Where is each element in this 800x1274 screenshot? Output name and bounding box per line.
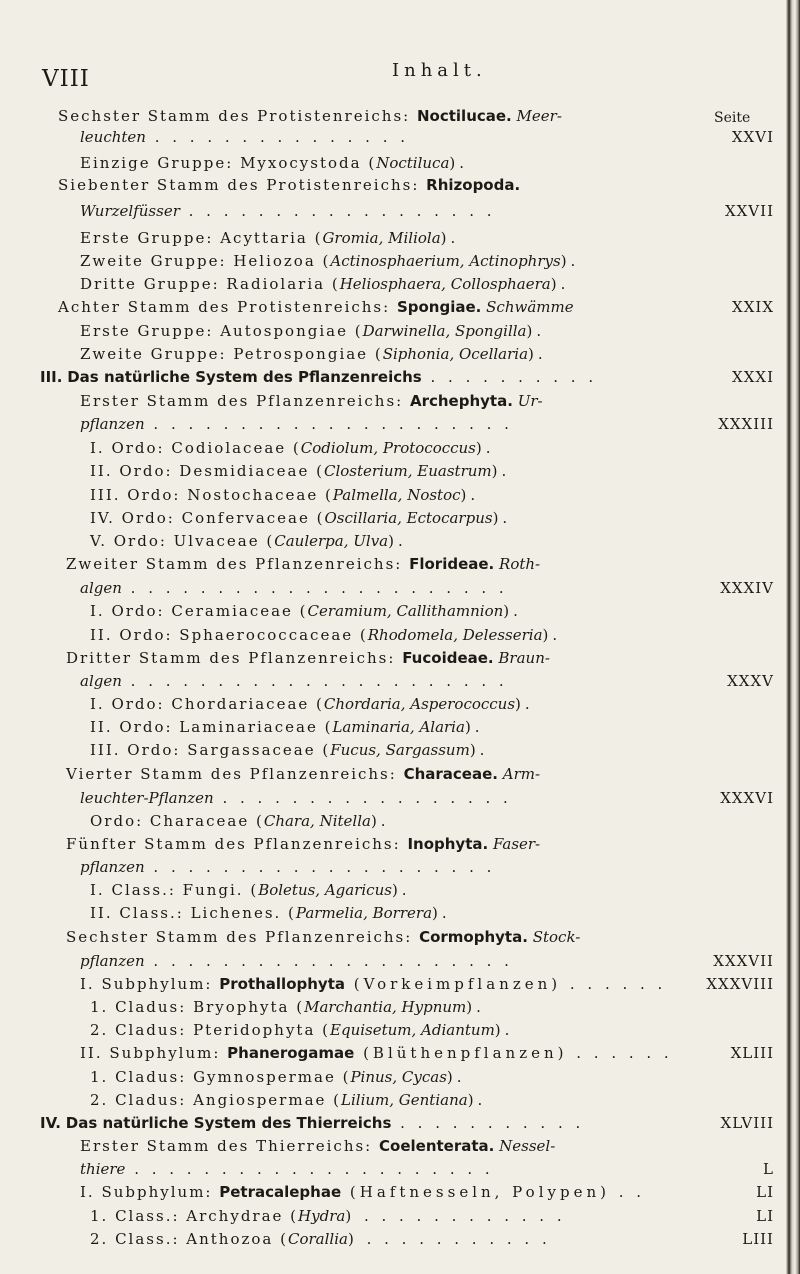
entry-trailer: ). [446,1068,466,1086]
entry-trailer: ). [449,154,469,172]
entry-label: I. Ordo: Codiolaceae ( [90,439,301,457]
toc-entry [0,1111,774,1135]
entry-gloss: Fucus, Sargassum [330,741,470,759]
toc-entry-text [80,669,508,693]
toc-entry [0,529,774,553]
entry-label: Erster Stamm des Thierreichs: [80,1137,380,1155]
entry-trailer: ) . . . . . . . . . . . [347,1230,551,1248]
entry-gloss: Nessel- [499,1137,556,1155]
toc-entry-text [80,1041,673,1065]
toc-entry [0,389,774,413]
toc-entry [0,436,774,460]
toc-entry-text [90,809,390,833]
entry-label: V. Ordo: Ulvaceae ( [90,532,275,550]
entry-gloss: Faser- [492,835,541,853]
entry-label: Erste Gruppe: Acyttaria ( [80,229,323,247]
entry-trailer: ). [370,812,390,830]
entry-gloss: Caulerpa, Ulva [274,532,389,550]
entry-trailer: ). [526,322,546,340]
toc-entry [0,762,774,786]
entry-trailer: ). [467,1091,487,1109]
toc-entry [0,786,774,810]
entry-gloss: pflanzen [80,858,145,876]
toc-entry-text [66,552,540,576]
entry-taxon: Petracalephae [219,1183,342,1201]
toc-entry [0,692,774,716]
entry-gloss: Chara, Nitella [263,812,371,830]
toc-entry-text [90,1018,513,1042]
entry-trailer: ) . . . . . . . . . . . . [345,1207,566,1225]
entry-gloss: Roth- [499,555,541,573]
toc-entry-text [90,529,407,553]
entry-gloss: Boletus, Agaricus [258,881,392,899]
entry-label: II. Subphylum: [80,1044,228,1062]
page-reference: XXVI [731,128,774,146]
entry-label: Sechster Stamm des Protistenreichs: [58,107,417,125]
entry-label: Erster Stamm des Pflanzenreichs: [80,392,410,410]
toc-entry-text [40,365,597,389]
toc-entry-text [90,506,511,530]
page-reference: XXXIII [718,415,774,433]
entry-trailer: ). [388,532,407,550]
entry-gloss: Oscillaria, Ectocarpus [324,509,493,527]
entry-gloss: Closterium, Euastrum [324,462,492,480]
toc-entry-text [80,226,459,250]
toc-entry [0,365,774,389]
entry-taxon: Cormophyta. [419,928,528,946]
entry-gloss: Schwämme [486,298,574,316]
entry-gloss: Arm- [502,765,541,783]
entry-gloss: leuchter-Pflanzen [80,789,214,807]
toc-entry [0,1088,774,1112]
entry-label: Zweite Gruppe: Heliozoa ( [80,252,331,270]
toc-entry-text [90,738,488,762]
toc-entry-text [90,1227,551,1251]
toc-entry-text [58,295,574,319]
entry-gloss: Lilium, Gentiana [341,1091,468,1109]
page-reference: XLIII [730,1044,774,1062]
entry-trailer: ). [550,275,570,293]
toc-entry [0,738,774,762]
toc-entry [0,173,774,197]
entry-label: 1. Cladus: Bryophyta ( [90,998,305,1016]
entry-trailer: ). [492,509,512,527]
entry-label: Ordo: Characeae ( [90,812,264,830]
entry-label: II. Class.: Lichenes. ( [90,904,296,922]
entry-gloss: algen [80,672,122,690]
toc-entry-text [90,878,411,902]
toc-entry [0,878,774,902]
entry-label: Dritte Gruppe: Radiolaria ( [80,275,340,293]
toc-entry [0,949,774,973]
toc-entry-text [66,925,580,949]
toc-entry [0,1227,774,1251]
toc-entry-text [66,832,540,856]
page-reference: XXXVII [713,952,774,970]
toc-entry [0,483,774,507]
entry-gloss: Equisetum, Adiantum [330,1021,495,1039]
entry-label: Achter Stamm des Protistenreichs: [58,298,397,316]
toc-entry-text [80,125,409,149]
entry-trailer: (Vorkeimpflanzen) . . . . . . [345,975,667,993]
entry-taxon: Coelenterata. [379,1137,495,1155]
entry-trailer: . . . . . . . . . . . . . . . . . [213,789,512,807]
toc-entry-text [66,646,550,670]
entry-label: Zweite Gruppe: Petrospongiae ( [80,345,383,363]
toc-entry-text [58,173,520,197]
toc-entry-text [80,412,513,436]
page-number: VIII [42,66,90,92]
page-reference: LI [756,1207,774,1225]
entry-label: 2. Cladus: Pteridophyta ( [90,1021,331,1039]
toc-entry [0,995,774,1019]
toc-entry [0,342,774,366]
entry-trailer: . . . . . . . . . . . . . . . . . . . . . . [121,579,508,597]
toc-entry-text [80,576,508,600]
toc-entry-text [90,1065,466,1089]
entry-label: I. Subphylum: [80,975,220,993]
entry-label: Sechster Stamm des Pflanzenreichs: [66,928,420,946]
section-numeral: IV. [40,1114,61,1132]
entry-label: 1. Class.: Archydrae ( [90,1207,299,1225]
toc-entry [0,1157,774,1181]
entry-gloss: Corallia [288,1230,348,1248]
entry-gloss: Palmella, Nostoc [332,486,461,504]
entry-label: Dritter Stamm des Pflanzenreichs: [66,649,403,667]
toc-entry [0,599,774,623]
entry-trailer: . . . . . . . . . . [421,368,598,386]
entry-trailer: . . . . . . . . . . . . . . . [145,128,410,146]
entry-trailer: ). [542,626,562,644]
entry-taxon: Das natürliche System des Pflanzenreichs [67,368,422,386]
toc-entry [0,1134,774,1158]
entry-gloss: pflanzen [80,952,145,970]
toc-entry-text [80,319,545,343]
entry-trailer: . . . . . . . . . . . . . . . . . . [179,202,496,220]
toc-entry-text [40,1111,584,1135]
toc-entry [0,832,774,856]
entry-gloss: Meer- [516,107,562,125]
entry-taxon: Rhizopoda. [426,176,521,194]
toc-entry [0,319,774,343]
entry-gloss: Darwinella, Spongilla [362,322,527,340]
entry-label: Zweiter Stamm des Pflanzenreichs: [66,555,410,573]
entry-taxon: Noctilucae. [416,107,512,125]
entry-trailer: ). [440,229,460,247]
page-reference: XXXVIII [706,975,774,993]
toc-entry [0,623,774,647]
toc-entry [0,412,774,436]
entry-label: Fünfter Stamm des Pflanzenreichs: [66,835,408,853]
toc-entry-text [90,623,561,647]
toc-entry-text [90,459,510,483]
entry-gloss: thiere [80,1160,126,1178]
toc-entry-text [80,972,666,996]
entry-gloss: Chordaria, Asperococcus [323,695,516,713]
entry-label: IV. Ordo: Confervaceae ( [90,509,325,527]
entry-trailer: ). [469,741,489,759]
entry-label: 2. Cladus: Angiospermae ( [90,1091,342,1109]
toc-entry-text [80,949,513,973]
page-reference: XXXV [727,672,774,690]
toc-entry [0,855,774,879]
page-reference: LIII [742,1230,774,1248]
entry-taxon: Spongiae. [396,298,482,316]
entry-trailer: (Blüthenpflanzen) . . . . . . [354,1044,673,1062]
entry-taxon: Phanerogamae [227,1044,355,1062]
toc-entry [0,199,774,223]
page-reference: L [763,1160,774,1178]
entry-trailer: ). [560,252,580,270]
page-column-label: Seite [714,110,751,126]
entry-gloss: pflanzen [80,415,145,433]
entry-taxon: Characeae. [403,765,498,783]
entry-trailer: ). [503,602,522,620]
entry-gloss: Actinosphaerium, Actinophrys [330,252,561,270]
toc-entry [0,809,774,833]
entry-gloss: Stock- [532,928,581,946]
entry-gloss: Parmelia, Borrera [295,904,433,922]
entry-trailer: . . . . . . . . . . . . . . . . . . . . . [144,952,513,970]
entry-trailer: ). [475,439,495,457]
entry-gloss: Pinus, Cycas [350,1068,447,1086]
entry-gloss: Siphonia, Ocellaria [382,345,529,363]
entry-gloss: Gromia, Miliola [322,229,441,247]
toc-entry-text [80,855,495,879]
entry-label: I. Subphylum: [80,1183,220,1201]
entry-trailer: . . . . . . . . . . . . . . . . . . . . . [125,1160,494,1178]
toc-entry-text [80,199,496,223]
entry-taxon: Inophyta. [407,835,489,853]
page-edge [786,0,800,1274]
toc-entry-text [90,436,495,460]
entry-gloss: algen [80,579,122,597]
toc-entry [0,226,774,250]
entry-label: II. Ordo: Sphaerococcaceae ( [90,626,368,644]
entry-taxon: Fucoideae. [402,649,494,667]
entry-label: II. Ordo: Desmidiaceae ( [90,462,324,480]
entry-trailer: ). [494,1021,514,1039]
entry-gloss: Hydra [298,1207,346,1225]
toc-entry [0,1180,774,1204]
entry-gloss: Rhodomela, Delesseria [367,626,543,644]
entry-gloss: Braun- [498,649,550,667]
toc-entry-text [80,249,579,273]
entry-trailer: . . . . . . . . . . . . . . . . . . . . . [144,415,513,433]
toc-entry-text [90,1088,486,1112]
page-reference: XXXIV [720,579,774,597]
toc-entry-text [66,762,540,786]
toc-entry-text [90,995,485,1019]
entry-label: II. Ordo: Laminariaceae ( [90,718,333,736]
entry-label: 2. Class.: Anthozoa ( [90,1230,288,1248]
page-reference: XXIX [732,298,774,316]
toc-entry [0,576,774,600]
toc-entry [0,1204,774,1228]
toc-entry-text [80,151,468,175]
toc-entry [0,1065,774,1089]
entry-gloss: Wurzelfüsser [80,202,180,220]
toc-entry [0,272,774,296]
entry-label: Erste Gruppe: Autospongiae ( [80,322,363,340]
entry-trailer: . . . . . . . . . . . . . . . . . . . . . . [121,672,508,690]
entry-taxon: Florideae. [409,555,495,573]
entry-gloss: Ur- [517,392,543,410]
entry-gloss: Codiolum, Protococcus [300,439,476,457]
toc-entry [0,669,774,693]
toc-entry-text [90,599,522,623]
entry-taxon: Prothallophyta [219,975,345,993]
toc-entry-text [90,483,479,507]
entry-gloss: Laminaria, Alaria [332,718,465,736]
entry-trailer: ). [491,462,511,480]
entry-label: III. Ordo: Nostochaceae ( [90,486,333,504]
toc-entry-text [80,342,547,366]
entry-trailer: . . . . . . . . . . . . . . . . . . . . [144,858,496,876]
entry-gloss: Noctiluca [376,154,450,172]
entry-trailer: . . . . . . . . . . . [391,1114,585,1132]
entry-gloss: Marchantia, Hypnum [304,998,467,1016]
entry-label: I. Ordo: Chordariaceae ( [90,695,324,713]
entry-trailer: ). [466,998,485,1016]
toc-entry [0,901,774,925]
toc-entry [0,552,774,576]
toc-entry [0,295,774,319]
page-reference: XLVIII [720,1114,774,1132]
entry-trailer: ). [515,695,534,713]
toc-entry-text [80,1134,555,1158]
page-reference: LI [756,1183,774,1201]
page-reference: XXXVI [720,789,774,807]
entry-label: III. Ordo: Sargassaceae ( [90,741,331,759]
entry-label: Siebenter Stamm des Protistenreichs: [58,176,427,194]
toc-entry-text [90,692,534,716]
entry-trailer: ). [460,486,480,504]
toc-entry-text [80,272,569,296]
toc-entry-text [90,901,451,925]
toc-entry-text [90,1204,566,1228]
entry-trailer: ). [528,345,547,363]
entry-trailer: ). [432,904,451,922]
entry-gloss: Heliosphaera, Collosphaera [339,275,551,293]
toc-entry [0,1041,774,1065]
entry-label: Vierter Stamm des Pflanzenreichs: [66,765,404,783]
entry-label: I. Class.: Fungi. ( [90,881,259,899]
page-reference: XXXI [732,368,774,386]
toc-entry-text [80,1180,645,1204]
toc-entry-text [80,786,512,810]
entry-trailer: (Haftnesseln, Polypen) . . [341,1183,646,1201]
toc-entry [0,151,774,175]
toc-entry [0,1018,774,1042]
toc-entry [0,925,774,949]
entry-gloss: leuchten [80,128,146,146]
entry-label: Einzige Gruppe: Myxocystoda ( [80,154,377,172]
toc-entry [0,646,774,670]
toc-entry [0,125,774,149]
entry-label: I. Ordo: Ceramiaceae ( [90,602,308,620]
entry-trailer: ). [391,881,411,899]
entry-taxon: Archephyta. [409,392,513,410]
toc-entry [0,249,774,273]
entry-taxon: Das natürliche System des Thierreichs [65,1114,392,1132]
toc-entry [0,459,774,483]
page-reference: XXVII [724,202,774,220]
toc-entry [0,715,774,739]
entry-gloss: Ceramium, Callithamnion [307,602,504,620]
toc-entry-text [80,1157,494,1181]
entry-trailer: ). [464,718,484,736]
toc-entry [0,506,774,530]
toc-entry-text [80,389,543,413]
entry-label: 1. Cladus: Gymnospermae ( [90,1068,351,1086]
section-numeral: III. [40,368,63,386]
toc-entry-text [90,715,484,739]
running-title: Inhalt. [392,60,487,81]
toc-entry [0,972,774,996]
